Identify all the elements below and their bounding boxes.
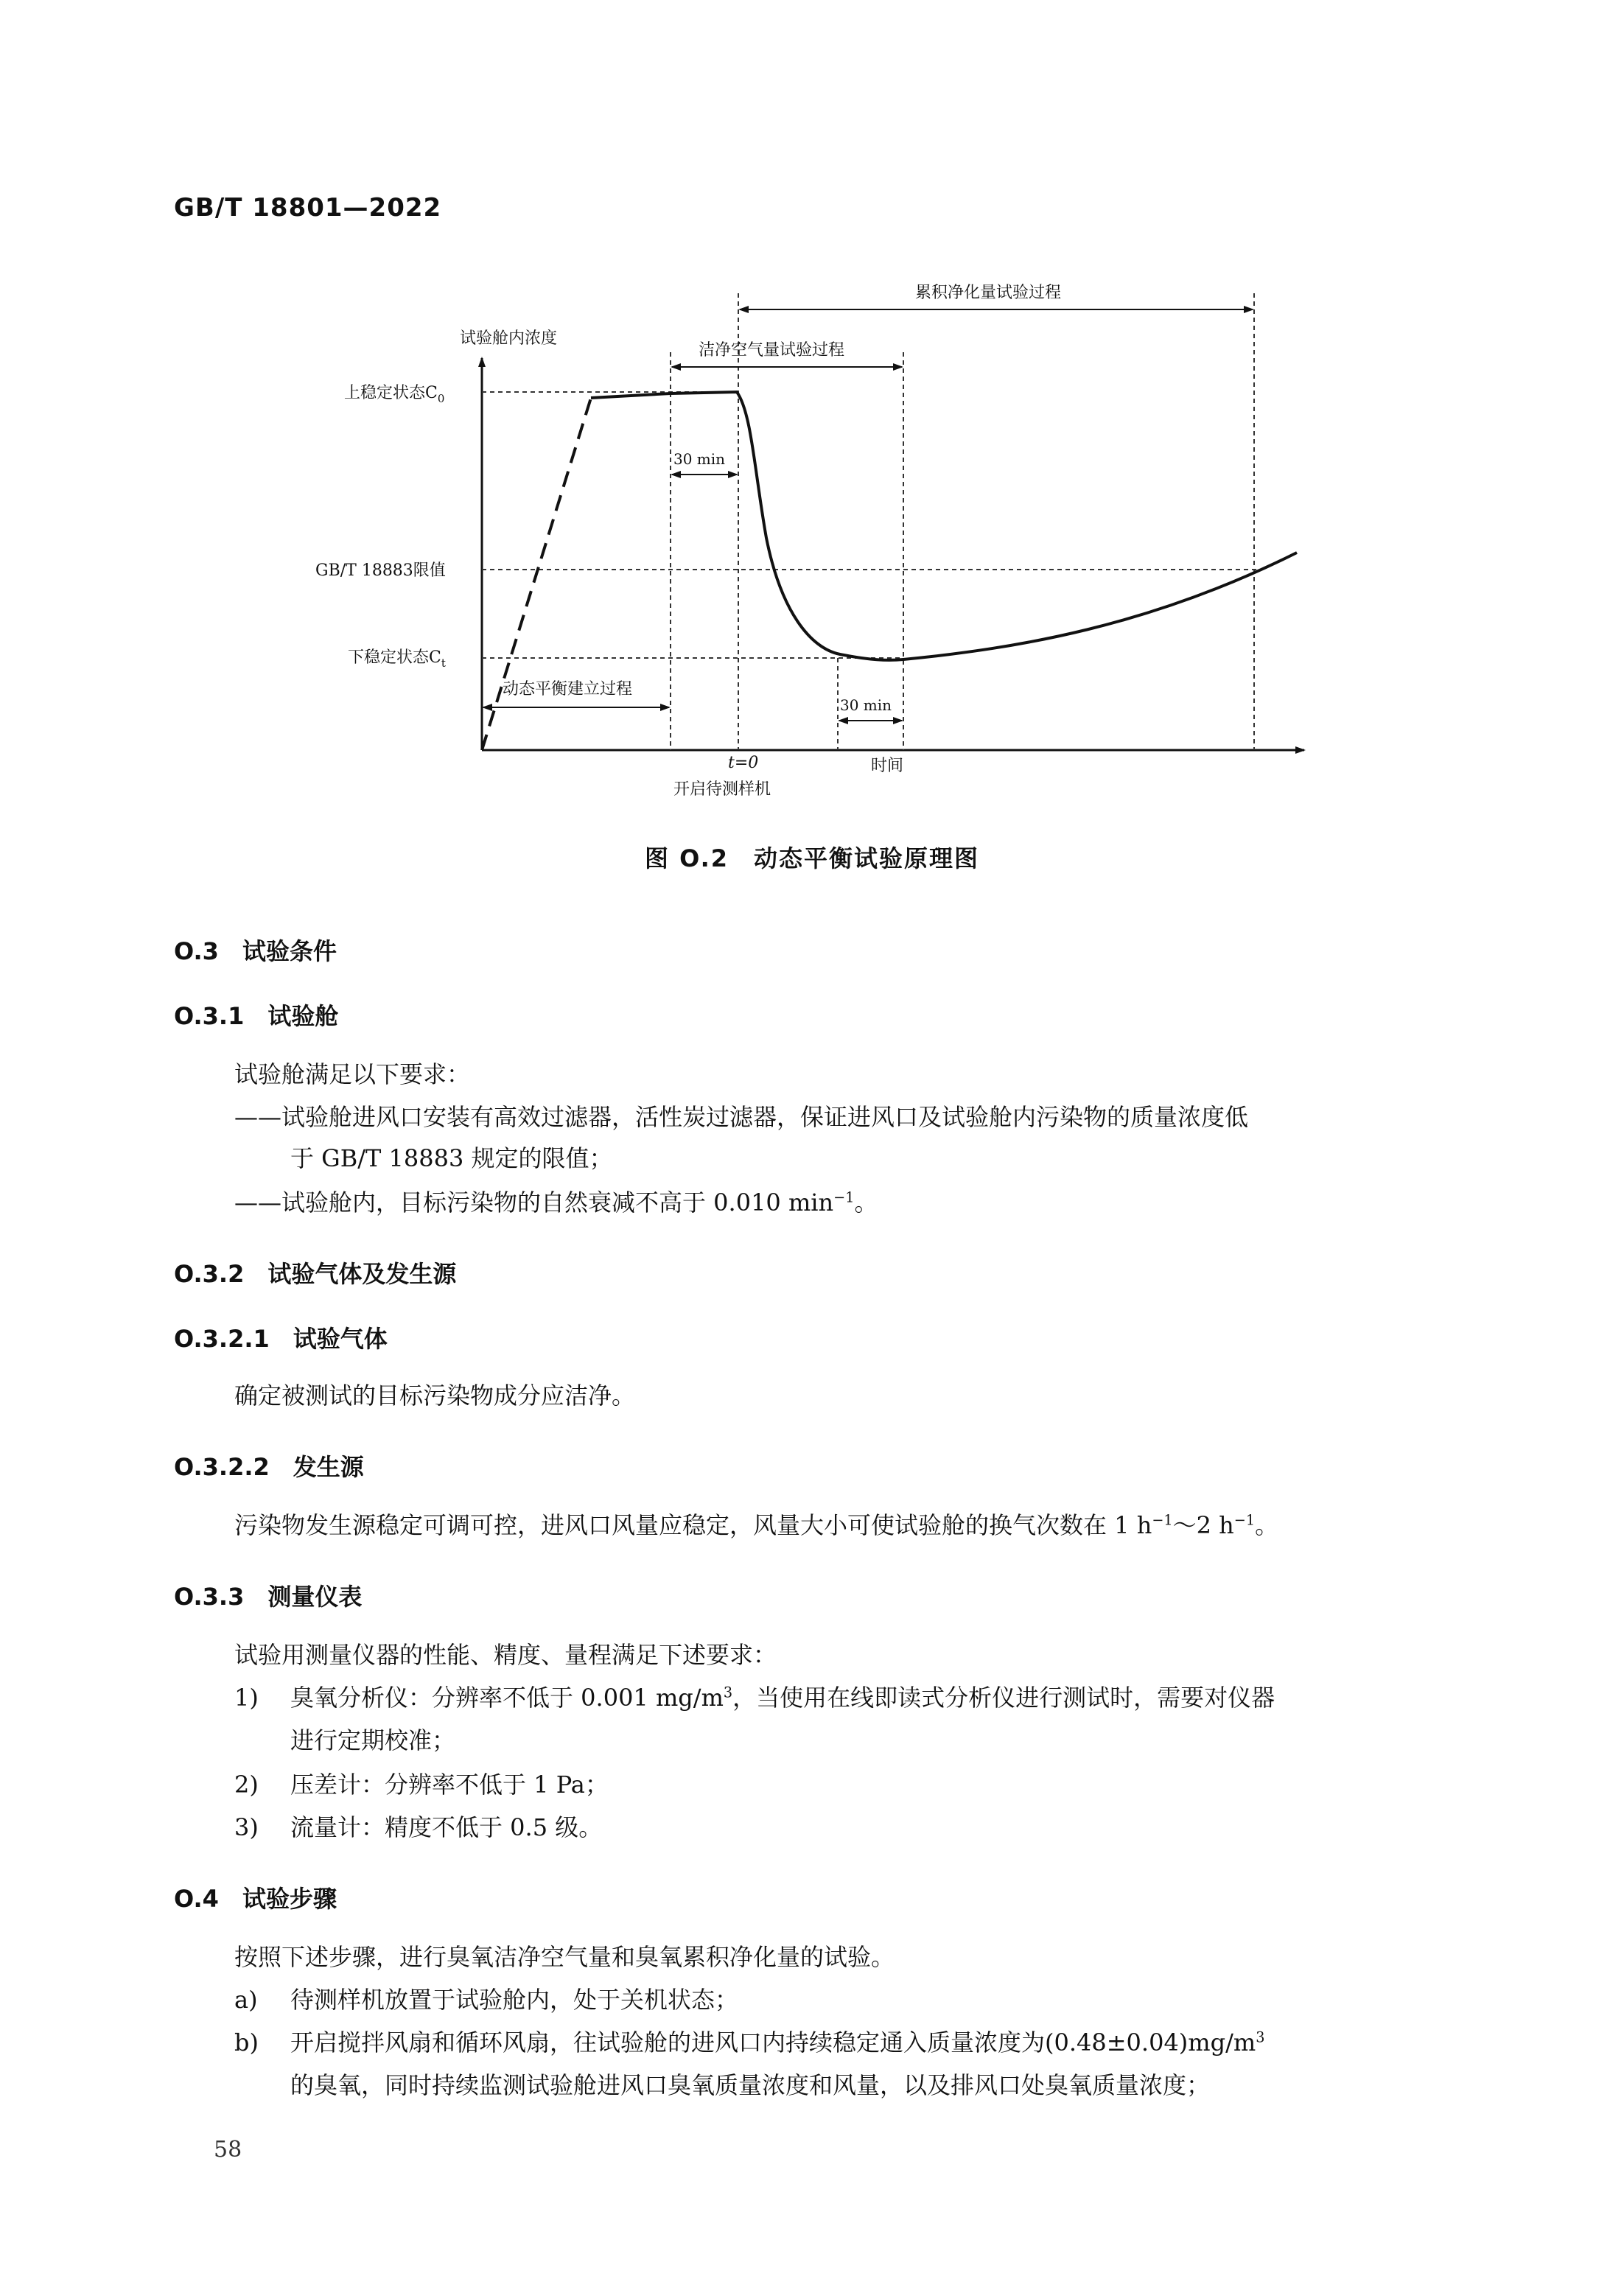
o33-item3-num: 3) (234, 1813, 259, 1841)
section-o3-2-2: O.3.2.2 发生源 (174, 1453, 364, 1481)
o31-item1-line1: ——试验舱进风口安装有高效过滤器，活性炭过滤器，保证进风口及试验舱内污染物的质量浓度低 (234, 1103, 1249, 1131)
o4-a-num: a) (234, 1986, 258, 2014)
section-o3-2: O.3.2 试验气体及发生源 (174, 1260, 457, 1288)
o33-item1-line1: 臭氧分析仪：分辨率不低于 0.001 $mg/m^3$，当使用在线即读式分析仪进行测试时，需要对仪器 (290, 1684, 1275, 1712)
o4-intro: 按照下述步骤，进行臭氧洁净空气量和臭氧累积净化量的试验。 (234, 1943, 895, 1971)
page-number: 58 (214, 2137, 242, 2163)
o4-b-line1: 开启搅拌风扇和循环风扇，往试验舱的进风口内持续稳定通入质量浓度为$(0.48\pm 0.04)mg/m^3$ (290, 2028, 1265, 2056)
dynamic-balance-figure (0, 0, 1624, 825)
span-cumulative: 累积净化量试验过程 (915, 284, 1062, 302)
t-zero-label: t=0 (728, 754, 759, 772)
o33-item1-line2: 进行定期校准； (290, 1726, 456, 1754)
o33-intro: 试验用测量仪器的性能、精度、量程满足下述要求： (234, 1641, 777, 1669)
span-dynamic: 动态平衡建立过程 (503, 680, 633, 699)
section-o3-1: O.3.1 试验舱 (174, 1002, 339, 1030)
span-30min-bottom: 30 min (840, 696, 892, 714)
o31-item2: ——试验舱内，目标污染物的自然衰减不高于 0.010 $\min^{-1}$。 (234, 1188, 878, 1216)
o33-item2-num: 2) (234, 1771, 259, 1799)
o33-item3: 流量计：精度不低于 0.5 级。 (290, 1813, 603, 1841)
o31-item1-line2: 于 GB/T 18883 规定的限值； (290, 1144, 613, 1172)
o4-a: 待测样机放置于试验舱内，处于关机状态； (290, 1986, 739, 2014)
span-30min-top: 30 min (673, 450, 726, 468)
o322-text: 污染物发生源稳定可调可控，进风口风量应稳定，风量大小可使试验舱的换气次数在 1 $h^{-1}\sim 2$ $h^{-1}$。 (234, 1511, 1279, 1539)
o321-text: 确定被测试的目标污染物成分应洁净。 (234, 1382, 636, 1410)
o33-item1-num: 1) (234, 1684, 259, 1712)
label-standard-limit: GB/T 18883限值 (315, 561, 446, 580)
standard-number: GB/T 18801—2022 (174, 193, 442, 223)
o4-b-num: b) (234, 2028, 259, 2056)
section-o4: O.4 试验步骤 (174, 1885, 337, 1913)
figure-caption: 图 O.2 动态平衡试验原理图 (644, 844, 980, 872)
x-axis-label: 时间 (871, 757, 904, 775)
o4-b-line2: 的臭氧，同时持续监测试验舱进风口臭氧质量浓度和风量，以及排风口处臭氧质量浓度； (290, 2071, 1211, 2099)
section-o3: O.3 试验条件 (174, 937, 337, 965)
label-upper-steady: 上稳定状态$C_0$ (344, 384, 445, 405)
concentration-curve (591, 392, 1297, 660)
o31-intro: 试验舱满足以下要求： (234, 1060, 471, 1088)
section-o3-2-1: O.3.2.1 试验气体 (174, 1325, 388, 1353)
start-device-label: 开启待测样机 (673, 780, 771, 799)
o33-item2: 压差计：分辨率不低于 1 Pa； (290, 1771, 609, 1799)
label-lower-steady: 下稳定状态$C_t$ (348, 648, 446, 670)
section-o3-3: O.3.3 测量仪表 (174, 1583, 363, 1611)
y-axis-label: 试验舱内浓度 (460, 329, 558, 348)
span-cadr: 洁净空气量试验过程 (699, 341, 845, 360)
